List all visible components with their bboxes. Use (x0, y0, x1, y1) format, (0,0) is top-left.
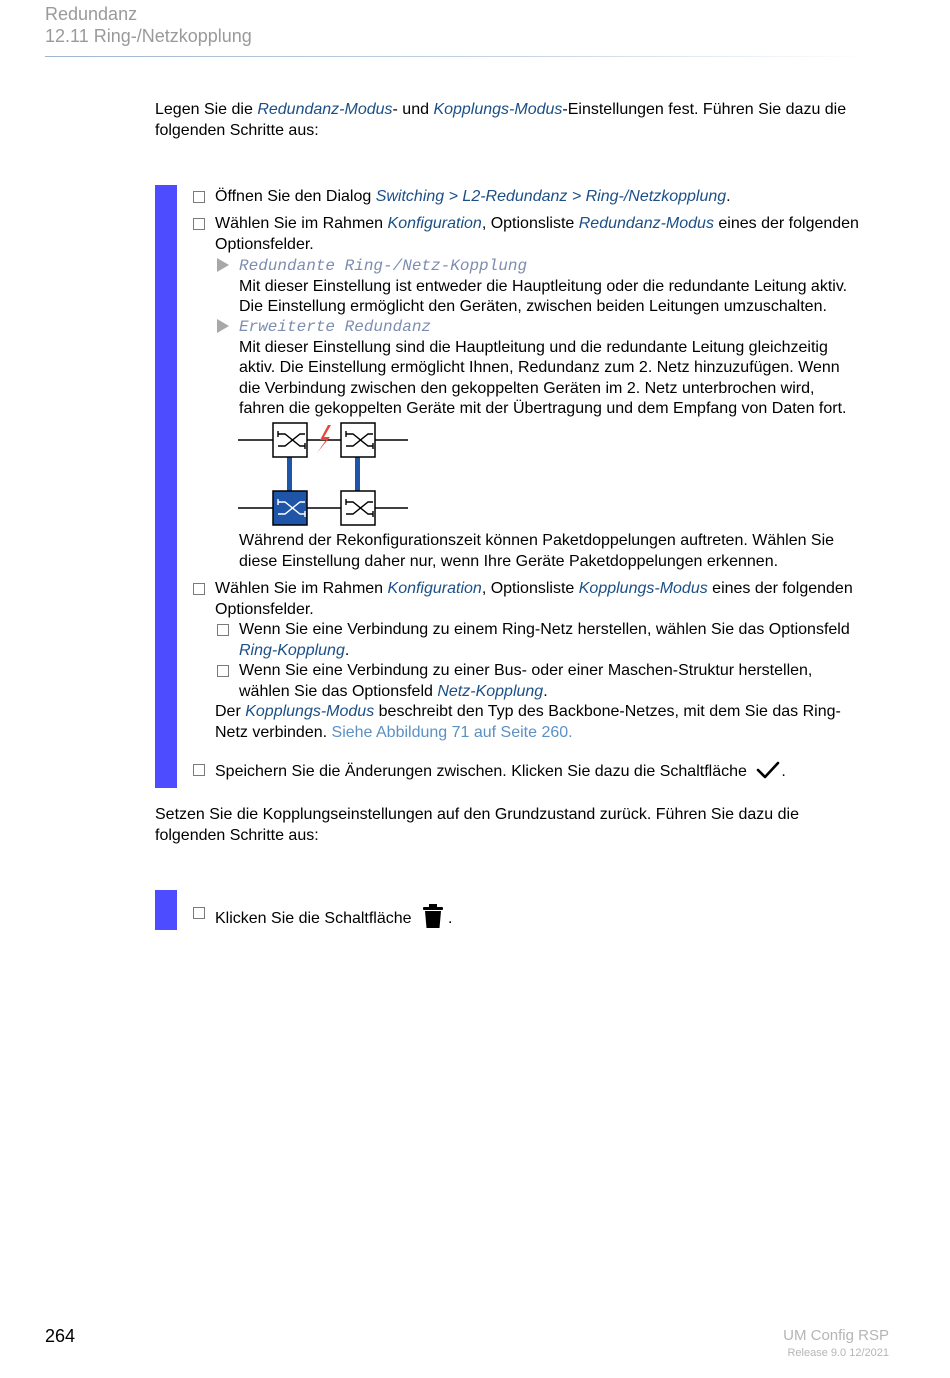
figure-xref-link[interactable]: Siehe Abbildung 71 auf Seite 260. (331, 723, 573, 741)
page-number: 264 (45, 1326, 76, 1346)
step-open-dialog: Öffnen Sie den Dialog Switching > L2-Redundanz > Ring-/Netzkopplung. (215, 188, 731, 205)
option-redundant-coupling: Redundante Ring-/Netz-Kopplung Mit dieser Einstellung ist entweder die Hauptleitung oder die redundante Leitung aktiv. Die Einstellung ermöglicht den Geräten, zwischen beiden Leitungen umzuschalten. (239, 257, 848, 315)
switch-icon (273, 423, 307, 457)
step-save: Speichern Sie die Änderungen zwischen. Klicken Sie dazu die Schaltfläche . (215, 760, 895, 783)
chapter-title: Redundanz (45, 4, 138, 24)
step-checkbox (193, 764, 205, 776)
substep-checkbox (217, 624, 229, 636)
section-title: 12.11 Ring-/Netzkopplung (45, 26, 252, 46)
substep-net-coupling: Wenn Sie eine Verbindung zu einer Bus- oder einer Maschen-Struktur herstellen, wählen Sie das Optionsfeld Netz-Kopplung. (239, 662, 813, 700)
step-bar (155, 185, 177, 788)
step-redundancy-mode: Wählen Sie im Rahmen Konfiguration, Optionsliste Redundanz-Modus eines der folgenden Optionsfelder. (215, 215, 859, 253)
coupling-mode-description: Der Kopplungs-Modus beschreibt den Typ des Backbone-Netzes, mit dem Sie das Ring- Netz verbinden. Siehe Abbildung 71 auf Seite 260. (215, 703, 841, 741)
substep-ring-coupling: Wenn Sie eine Verbindung zu einem Ring-Netz herstellen, wählen Sie das Optionsfeld Ring-Kopplung. (239, 621, 850, 659)
substep-checkbox (217, 665, 229, 677)
switch-icon (341, 491, 375, 525)
document-title: UM Config RSP (783, 1327, 889, 1344)
option-extended-redundancy: Erweiterte Redundanz Mit dieser Einstellung sind die Hauptleitung und die redundante Leitung gleichzeitig aktiv. Die Einstellung ermöglicht Ihnen, Redundanz zum 2. Netz hinzuzufügen. Wenn die Verbindung zwischen den gekoppelten Geräten im 2. Netz unterbrochen wird, fahren die gekoppelten Geräte mit der Übertragung und dem Empfang von Daten fort. (239, 318, 847, 417)
switch-icon (341, 423, 375, 457)
bullet-triangle-icon (217, 258, 229, 272)
trash-icon (422, 903, 444, 929)
step-bar (155, 890, 177, 930)
step-reset: Klicken Sie die Schaltfläche . (215, 903, 895, 930)
header-rule (45, 56, 870, 57)
step-checkbox (193, 218, 205, 230)
step-checkbox (193, 907, 205, 919)
intro-paragraph: Legen Sie die Redundanz-Modus- und Kopplungs-Modus-Einstellungen fest. Führen Sie dazu die folgenden Schritte aus: (155, 101, 847, 139)
coupling-diagram (238, 420, 413, 530)
release-info: Release 9.0 12/2021 (787, 1347, 889, 1359)
reset-intro-paragraph: Setzen Sie die Kopplungseinstellungen auf den Grundzustand zurück. Führen Sie dazu die folgenden Schritte aus: (155, 806, 799, 844)
step-checkbox (193, 191, 205, 203)
switch-icon (273, 491, 307, 525)
checkmark-icon (755, 760, 781, 780)
lightning-icon (317, 425, 331, 453)
step-checkbox (193, 583, 205, 595)
step-coupling-mode: Wählen Sie im Rahmen Konfiguration, Optionsliste Kopplungs-Modus eines der folgenden Optionsfelder. (215, 580, 853, 618)
bullet-triangle-icon (217, 319, 229, 333)
option-note: Während der Rekonfigurationszeit können Paketdoppelungen auftreten. Wählen Sie diese Einstellung daher nur, wenn Ihre Geräte Paketdoppelungen erkennen. (239, 532, 835, 570)
